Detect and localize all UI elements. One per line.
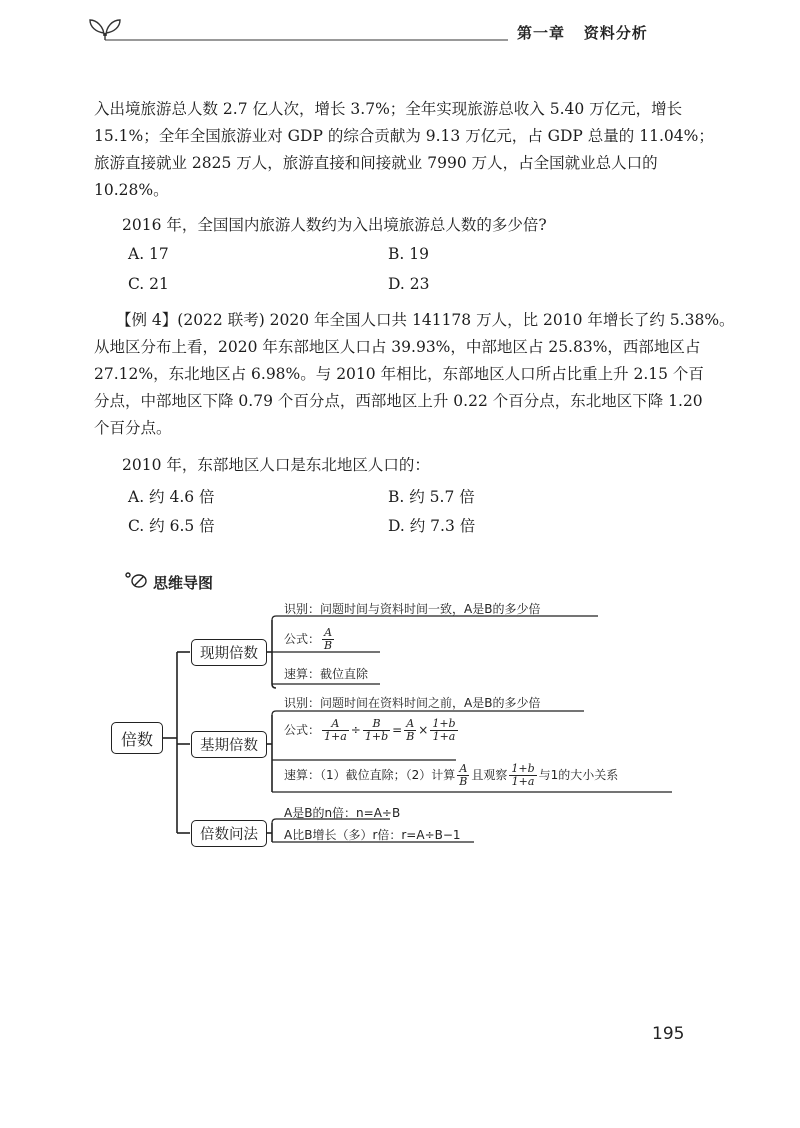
passage-line: 15.1%；全年全国旅游业对 GDP 的综合贡献为 9.13 万亿元，占 GDP 总量的 11.04%； [94,127,714,145]
numerator: A [457,763,469,776]
branch-ask: 倍数问法 [191,820,267,847]
numerator: A [322,718,349,731]
option-d: D. 约 7.3 倍 [388,517,476,535]
branch-current: 现期倍数 [191,639,267,666]
base-quick [284,763,618,788]
formula-prefix: 公式： [284,723,321,737]
numerator: A [404,718,416,731]
example-line: 从地区分布上看，2020 年东部地区人口占 39.93%，中部地区占 25.83%，西部地区占 [94,338,701,356]
quick-text: 且观察 [471,768,508,782]
base-formula: 公式： $\frac{A}{1+a}$ ÷ $\frac{B}{1+b}$ = $\frac{A}{B}$ × $\frac{1+b}{1+a}$ [284,717,456,743]
numerator: 1+b [511,762,535,775]
fraction [430,718,457,743]
passage-line: 入出境旅游总人数 2.7 亿人次，增长 3.7%；全年实现旅游总收入 5.40 万亿元，增长 [94,100,683,118]
fraction [509,763,536,788]
option-c: C. 21 [128,275,169,293]
current-quick: 速算：截位直除 [284,667,369,681]
passage-line: 10.28%。 [94,181,169,199]
formula-prefix: 公式： [284,632,321,646]
page-number: 195 [652,1024,685,1044]
option-d: D. 23 [388,275,430,293]
fraction [322,627,334,652]
option-b: B. 19 [388,245,429,263]
current-identify: 识别：问题时间与资料时间一致，A是B的多少倍 [284,602,541,616]
denominator: 1+a [324,730,347,743]
example-line: 个百分点。 [94,419,172,437]
example-4 [94,307,735,442]
current-formula [284,627,336,652]
denominator: 1+b [364,730,389,743]
mindmap-heading: 思维导图 [153,574,214,592]
fraction [363,718,390,743]
ask-line-2: A比B增长（多）r倍：r=A÷B−1 [284,828,461,842]
denominator: 1+a [511,775,535,788]
chapter-header [517,22,648,43]
numerator: B [363,718,390,731]
question-2: 2010 年，东部地区人口是东北地区人口的： [122,456,430,474]
section-label: 资料分析 [583,24,648,42]
ask-line-1: A是B的n倍：n=A÷B [284,806,401,820]
option-c: C. 约 6.5 倍 [128,517,215,535]
passage-line: 旅游直接就业 2825 万人，旅游直接和间接就业 7990 万人，占全国就业总人口的 [94,154,658,172]
numerator: 1+b [432,717,456,730]
numerator: A [322,627,334,640]
example-line: 27.12%，东北地区占 6.98%。与 2010 年相比，东部地区人口所占比重上升 2.15 个百 [94,365,704,383]
denominator: B [406,730,415,743]
denominator: B [324,639,333,652]
quick-text: 速算：（1）截位直除；（2）计算 [284,768,456,782]
sprout-icon [90,20,120,40]
fraction [404,718,416,743]
denominator: 1+a [432,730,456,743]
passage-1 [94,96,714,204]
fraction [322,718,349,743]
option-a: A. 约 4.6 倍 [128,488,215,506]
branch-base: 基期倍数 [191,731,267,758]
example-line: 【例 4】(2022 联考) 2020 年全国人口共 141178 万人，比 2010 年增长了约 5.38%。 [116,311,735,329]
example-line: 分点，中部地区下降 0.79 个百分点，西部地区上升 0.22 个百分点，东北地区下降 1.20 [94,392,703,410]
fraction [457,763,469,788]
question-1: 2016 年，全国国内旅游人数约为入出境旅游总人数的多少倍? [122,216,547,234]
chapter-label: 第一章 [517,24,566,42]
mindmap-icon [126,573,146,587]
root-node: 倍数 [111,722,163,754]
quick-text: 与1的大小关系 [538,768,619,782]
base-identify: 识别：问题时间在资料时间之前，A是B的多少倍 [284,696,541,710]
denominator: B [459,775,468,788]
option-b: B. 约 5.7 倍 [388,488,475,506]
option-a: A. 17 [128,245,169,263]
